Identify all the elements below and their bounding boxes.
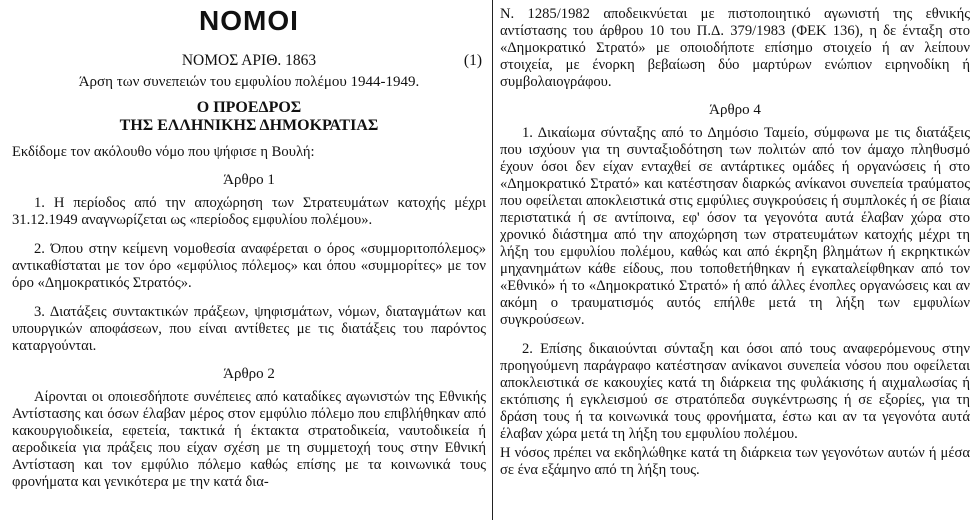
continuation-paragraph: Ν. 1285/1982 αποδεικνύεται με πιστοποιητικό αγωνιστή της εθνικής αντίστασης του άρθρου 10 του Π.Δ. 379/1983 (ΦΕΚ 136), η δε ένταξη στο «Δημοκρατικό Στρατό» με οποιοδήποτε επίσημο στοιχείο ή αν λείπουν στοιχεία, με ένορκη βεβαίωση δύο μαρτύρων ενώπιον ειρηνοδίκη ή συμβολαιογράφου. xyxy=(500,6,970,90)
column-separator xyxy=(492,0,493,520)
article-1-title: Άρθρο 1 xyxy=(223,172,275,188)
section-title: ΝΟΜΟΙ xyxy=(199,5,299,36)
preamble: Εκδίδομε τον ακόλουθο νόμο που ψήφισε η Βουλή: xyxy=(12,144,315,160)
law-subject: Άρση των συνεπειών του εμφυλίου πολέμου 1944-1949. xyxy=(78,74,420,90)
president-line-2: ΤΗΣ ΕΛΛΗΝΙΚΗΣ ΔΗΜΟΚΡΑΤΙΑΣ xyxy=(119,117,379,134)
right-column xyxy=(500,0,970,479)
article-4-paragraph-2: 2. Επίσης δικαιούνται σύνταξη και όσοι από τους αναφερόμενους στην προηγούμενη παράγραφο κατέστησαν ανίκανοι συνεπεία νόσου που οφείλεται αποκλειστικά σε κακουχίες κατά τη διάρκεια της φυλάκισης ή αιχμαλωσίας ή εκτόπισης ή εγκλεισμού σε στρατόπεδα συγκέντρωσης ή σε εξορίες, για τη δράση τους ή τα κοινωνικά τους φρονήματα, έστω και αν τα γεγονότα αυτά έλαβαν χώρα μετά τη λήξη του εμφυλίου πολέμου. xyxy=(500,341,970,442)
article-4-paragraph-2-continued: Η νόσος πρέπει να εκδηλώθηκε κατά τη διάρκεια των γεγονότων αυτών ή μέσα σε ένα εξάμηνο από τη λήξη τους. xyxy=(500,445,970,478)
law-number: ΝΟΜΟΣ ΑΡΙΘ. 1863 xyxy=(181,52,317,69)
article-1-paragraph-1: 1. Η περίοδος από την αποχώρηση των Στρατευμάτων κατοχής μέχρι 31.12.1949 αναγνωρίζεται ως «περίοδος εμφυλίου πολέμου». xyxy=(12,195,486,228)
law-heading xyxy=(12,52,486,70)
law-marker: (1) xyxy=(463,52,482,69)
president-line-1: Ο ΠΡΟΕΔΡΟΣ xyxy=(196,99,302,116)
article-4-title: Άρθρο 4 xyxy=(709,102,761,118)
article-1-paragraph-3: 3. Διατάξεις συντακτικών πράξεων, ψηφισμάτων, νόμων, διαταγμάτων και υπουργικών αποφάσεων, που είναι αντίθετες με τις διατάξεις του παρόντος καταργούνται. xyxy=(12,304,486,354)
article-1-paragraph-2: 2. Όπου στην κείμενη νομοθεσία αναφέρεται ο όρος «συμμοριτοπόλεμος» αντικαθίσταται με τον όρο «εμφύλιος πόλεμος» και όπου «συμμορίτες» με τον όρο «Δημοκρατικός Στρατός». xyxy=(12,241,486,291)
article-4-paragraph-1: 1. Δικαίωμα σύνταξης από το Δημόσιο Ταμείο, σύμφωνα με τις διατάξεις που ισχύουν για τη συνταξιοδότηση των πολιτών από τον άμαχο πληθυσμό έχουν όσοι δεν είχαν ενταχθεί σε αντάρτικες ομάδες ή οργανώσεις ή στο «Δημοκρατικό Στρατό» και κατέστησαν διαρκώς ανίκανοι συνεπεία τραύματος που οφείλεται αποκλειστικά στις εμφύλιες συγκρούσεις ή συμπλοκές ή σε βίαια περιστατικά ή σε αντίποινα, εφ' όσον τα γεγονότα αυτά έλαβαν χώρα στο χρονικό διάστημα από την αποχώρηση των στρατευμάτων κατοχής μέχρι τη λήξη του εμφυλίου πολέμου, καθώς και από έκρηξη βλημάτων ή εκρηκτικών μηχανημάτων κάθε είδους, που τοποθετήθηκαν ή εγκαταλείφθηκαν από τον «Εθνικό» ή το «Δημοκρατικό Στρατό» ή από άλλες ένοπλες οργανώσεις και αν ακόμη ο τραυματισμός αυτός επήλθε μετά τη λήξη των εμφυλίων συγκρούσεων. xyxy=(500,125,970,328)
article-2-title: Άρθρο 2 xyxy=(223,366,275,382)
left-column xyxy=(12,0,486,491)
article-2-paragraph-1: Αίρονται οι οποιεσδήποτε συνέπειες από καταδίκες αγωνιστών της Εθνικής Αντίστασης και όσων έλαβαν μέρος στον εμφύλιο πόλεμο που επιβλήθηκαν από κακουργιοδικεία, εφετεία, τακτικά ή έκτακτα στρατοδικεία, ναυτοδικεία ή αεροδικεία για πράξεις που είχαν σχέση με τη συμμετοχή τους στην Εθνική Αντίσταση και τον εμφύλιο πόλεμο καθώς επίσης με τα κοινωνικά τους φρονήματα και γενικότερα με την κατά δια- xyxy=(12,389,486,490)
